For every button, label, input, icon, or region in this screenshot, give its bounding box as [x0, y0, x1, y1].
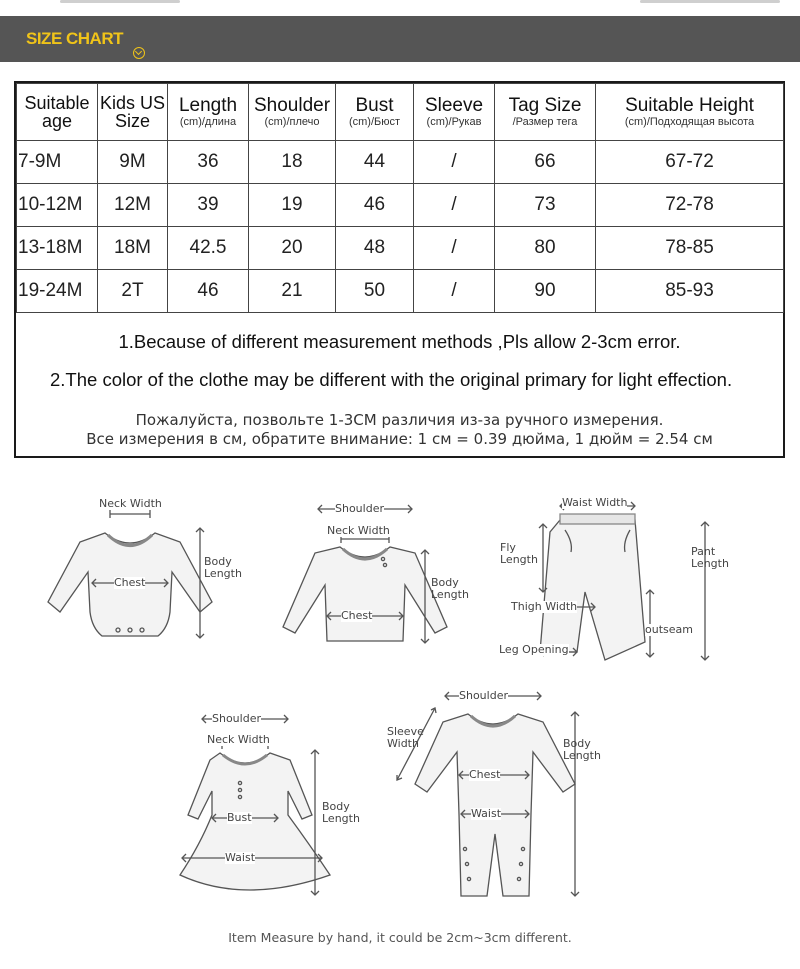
top-diagram [265, 495, 475, 665]
label-body-length: Body Length [431, 576, 469, 601]
cell-shoulder: 20 [249, 227, 336, 270]
label-pant-length: Pant Length [691, 545, 729, 570]
note-color-difference: 2.The color of the clothe may be different with the original primary for light effection. [50, 369, 733, 390]
label-shoulder: Shoulder [335, 502, 384, 515]
header-bust: Bust (cm)/Бюст [336, 84, 414, 141]
table-row [17, 184, 784, 227]
pants-diagram [495, 492, 795, 667]
cell-us-size: 2T [98, 270, 168, 313]
bodysuit-diagram [40, 490, 242, 665]
cell-length: 46 [168, 270, 249, 313]
cell-height: 72-78 [596, 184, 784, 227]
header-suitable-age: Suitable age [17, 84, 98, 141]
dress-diagram [170, 705, 380, 905]
table-header-row [17, 84, 784, 141]
label-body-length: Body Length [563, 737, 601, 762]
label-sleeve-width: Sleeve Width [387, 725, 424, 750]
cell-age: 13-18M [17, 227, 98, 270]
cell-length: 39 [168, 184, 249, 227]
cell-shoulder: 21 [249, 270, 336, 313]
cell-tag-size: 66 [495, 141, 596, 184]
note-measurement-error: 1.Because of different measurement methods ,Pls allow 2-3cm error. [118, 331, 681, 352]
size-table-box [14, 81, 785, 458]
top-decoration [0, 0, 800, 6]
label-neck-width: Neck Width [99, 497, 162, 510]
label-leg-opening: Leg Opening [499, 643, 569, 656]
label-thigh-width: Thigh Width [511, 600, 578, 613]
cell-length: 42.5 [168, 227, 249, 270]
cell-shoulder: 18 [249, 141, 336, 184]
cell-sleeve: / [414, 184, 495, 227]
cell-sleeve: / [414, 270, 495, 313]
footer-note: Item Measure by hand, it could be 2cm~3cm different. [228, 930, 572, 945]
cell-age: 10-12M [17, 184, 98, 227]
header-sleeve: Sleeve (cm)/Рукав [414, 84, 495, 141]
cell-us-size: 12M [98, 184, 168, 227]
cell-age: 19-24M [17, 270, 98, 313]
cell-us-size: 9M [98, 141, 168, 184]
table-row [17, 141, 784, 184]
chevron-circle-down-icon[interactable] [133, 47, 145, 59]
cell-bust: 48 [336, 227, 414, 270]
label-waist-width: Waist Width [562, 496, 628, 509]
romper-diagram [383, 684, 613, 904]
note-russian-error: Пожалуйста, позвольте 1-3CM различия из-за ручного измерения. [135, 411, 664, 429]
cell-bust: 46 [336, 184, 414, 227]
label-bust: Bust [227, 811, 252, 824]
note-russian-units: Все измерения в см, обратите внимание: 1 см = 0.39 дюйма, 1 дюйм = 2.54 см [86, 430, 713, 448]
cell-height: 78-85 [596, 227, 784, 270]
size-table [16, 83, 784, 313]
label-chest: Chest [341, 609, 373, 622]
cell-height: 85-93 [596, 270, 784, 313]
cell-sleeve: / [414, 227, 495, 270]
size-chart-title: SIZE CHART [26, 29, 123, 48]
header-length: Length (cm)/длина [168, 84, 249, 141]
cell-tag-size: 80 [495, 227, 596, 270]
cell-height: 67-72 [596, 141, 784, 184]
label-fly-length: Fly Length [500, 541, 538, 566]
label-waist: Waist [471, 807, 502, 820]
label-body-length: Body Length [204, 555, 242, 580]
header-shoulder: Shoulder (cm)/плечо [249, 84, 336, 141]
label-chest: Chest [469, 768, 501, 781]
header-kids-us-size: Kids US Size [98, 84, 168, 141]
header-tag-size: Tag Size /Размер тега [495, 84, 596, 141]
label-body-length: Body Length [322, 800, 360, 825]
label-chest: Chest [114, 576, 146, 589]
cell-us-size: 18M [98, 227, 168, 270]
label-shoulder: Shoulder [459, 689, 508, 702]
cell-tag-size: 73 [495, 184, 596, 227]
table-row [17, 270, 784, 313]
cell-age: 7-9M [17, 141, 98, 184]
cell-tag-size: 90 [495, 270, 596, 313]
header-suitable-height: Suitable Height (cm)/Подходящая высота [596, 84, 784, 141]
cell-sleeve: / [414, 141, 495, 184]
cell-length: 36 [168, 141, 249, 184]
label-waist: Waist [225, 851, 256, 864]
cell-bust: 44 [336, 141, 414, 184]
label-shoulder: Shoulder [212, 712, 261, 725]
label-outseam: outseam [645, 623, 693, 636]
cell-shoulder: 19 [249, 184, 336, 227]
label-neck-width: Neck Width [327, 524, 390, 537]
label-neck-width: Neck Width [207, 733, 270, 746]
cell-bust: 50 [336, 270, 414, 313]
size-chart-header [0, 16, 800, 62]
table-row [17, 227, 784, 270]
